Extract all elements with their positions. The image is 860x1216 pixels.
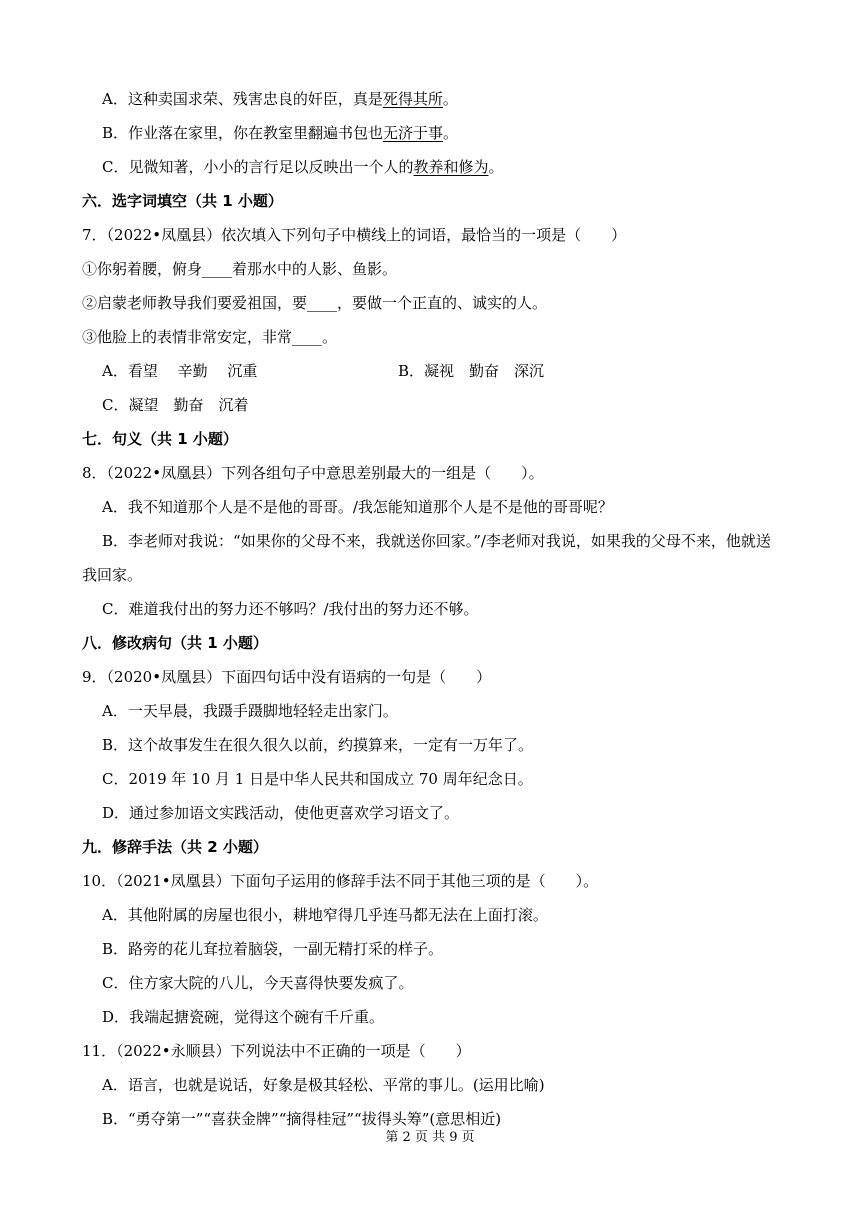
- q8-option-a: A．我不知道那个人是不是他的哥哥。/我怎能知道那个人是不是他的哥哥呢？: [102, 498, 613, 516]
- q8-option-b-cont: 我回家。: [82, 566, 143, 584]
- question-7: 7．（2022•凤凰县）依次填入下列句子中横线上的词语，最恰当的一项是（ ）: [82, 226, 627, 244]
- q7-option-a: A．看望 辛勤 沉重: [102, 362, 258, 380]
- q10-option-d: D．我端起搪瓷碗，觉得这个碗有千斤重。: [102, 1008, 385, 1026]
- option-a: A．这种卖国求荣、残害忠良的奸臣，真是死得其所。: [102, 90, 458, 108]
- q7-option-c: C．凝望 勤奋 沉着: [102, 396, 249, 414]
- question-9: 9．（2020•凤凰县）下面四句话中没有语病的一句是（ ）: [82, 668, 492, 686]
- question-11: 11．（2022•永顺县）下列说法中不正确的一项是（ ）: [82, 1042, 471, 1060]
- q10-option-c: C．住方家大院的八儿，今天喜得快要发疯了。: [102, 974, 414, 992]
- q7-options-row: [102, 361, 544, 381]
- section-heading-8: 八．修改病句（共 1 小题）: [82, 634, 268, 652]
- section-heading-7: 七．句义（共 1 小题）: [82, 430, 238, 448]
- underlined-phrase: 教养和修为: [413, 158, 489, 176]
- q10-option-b: B．路旁的花儿耷拉着脑袋，一副无精打采的样子。: [102, 940, 444, 958]
- q8-option-b: B．李老师对我说：“如果你的父母不来，我就送你回家。”/李老师对我说，如果我的父母不来，他就送: [102, 532, 771, 550]
- q8-option-c: C．难道我付出的努力还不够吗？/我付出的努力还不够。: [102, 600, 479, 618]
- q7-sentence-3: ③他脸上的表情非常安定，非常____。: [82, 328, 338, 346]
- question-8: 8．（2022•凤凰县）下列各组句子中意思差别最大的一组是（ ）。: [82, 464, 544, 482]
- q10-option-a: A．其他附属的房屋也很小，耕地窄得几乎连马都无法在上面打滚。: [102, 906, 548, 924]
- q11-option-b: B．“勇夺第一”“喜获金牌”“摘得桂冠”“拔得头筹”(意思相近): [102, 1110, 502, 1128]
- option-b: B．作业落在家里，你在教室里翻遍书包也无济于事。: [102, 124, 459, 142]
- section-heading-9: 九．修辞手法（共 2 小题）: [82, 838, 268, 856]
- q9-option-c: C．2019 年 10 月 1 日是中华人民共和国成立 70 周年纪念日。: [102, 770, 533, 788]
- q9-option-d: D．通过参加语文实践活动，使他更喜欢学习语文了。: [102, 804, 460, 822]
- option-c: C．见微知著，小小的言行足以反映出一个人的教养和修为。: [102, 158, 504, 176]
- page-footer: 第 2 页 共 9 页: [385, 1130, 475, 1145]
- section-heading-6: 六．选字词填空（共 1 小题）: [82, 192, 283, 210]
- q7-option-b: B．凝视 勤奋 深沉: [398, 362, 545, 380]
- q7-sentence-1: ①你躬着腰，俯身____着那水中的人影、鱼影。: [82, 260, 398, 278]
- underlined-phrase: 无济于事: [383, 124, 444, 142]
- q9-option-a: A．一天早晨，我蹑手蹑脚地轻轻走出家门。: [102, 702, 398, 720]
- q7-sentence-2: ②启蒙老师教导我们要爱祖国，要____，要做一个正直的、诚实的人。: [82, 294, 548, 312]
- question-10: 10．（2021•凤凰县）下面句子运用的修辞手法不同于其他三项的是（ ）。: [82, 872, 599, 890]
- q11-option-a: A．语言，也就是说话，好象是极其轻松、平常的事儿。(运用比喻): [102, 1076, 545, 1094]
- underlined-phrase: 死得其所: [382, 90, 443, 108]
- q9-option-b: B．这个故事发生在很久很久以前，约摸算来，一定有一万年了。: [102, 736, 534, 754]
